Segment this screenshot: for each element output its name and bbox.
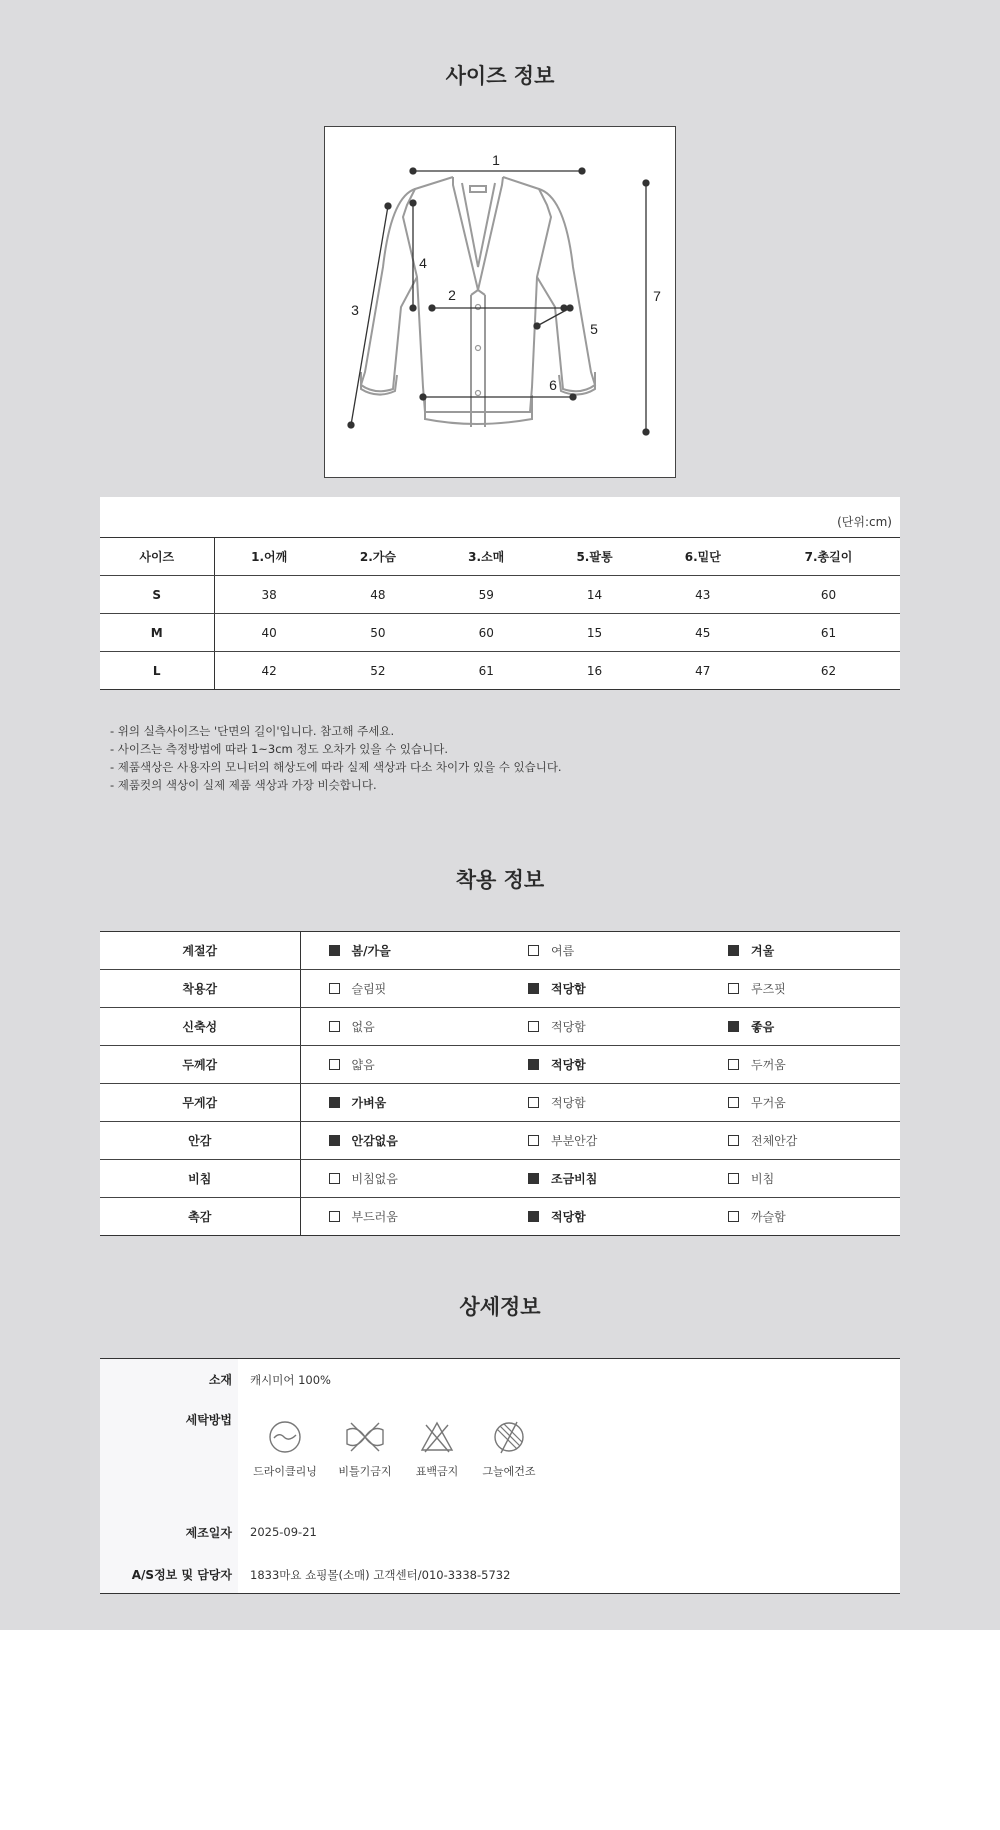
cardigan-illustration [325, 127, 675, 477]
wear-option [500, 1008, 700, 1046]
wear-option [700, 1084, 900, 1122]
measure-label-6: 6 [549, 377, 557, 393]
arm-width-header: 5.팔통 [540, 538, 648, 576]
wear-option-label: 여름 [551, 944, 575, 958]
wash-item-no-wring [325, 1419, 405, 1479]
wash-item-dry-clean [245, 1419, 325, 1479]
total-length-header: 7.총길이 [757, 538, 900, 576]
wear-option-label: 조금비침 [551, 1172, 598, 1186]
wear-option [500, 1198, 700, 1236]
value-cell: 50 [324, 614, 432, 652]
wash-item-label: 드라이클리닝 [253, 1465, 317, 1478]
wear-option [300, 1160, 500, 1198]
date-value: 2025-09-21 [250, 1525, 317, 1539]
wear-option-label: 없음 [351, 1020, 375, 1034]
material-value: 캐시미어 100% [250, 1373, 331, 1387]
chest-header: 2.가슴 [324, 538, 432, 576]
checked-box-icon [528, 1173, 539, 1184]
wear-option [300, 1084, 500, 1122]
wear-option-label: 까슬함 [751, 1210, 786, 1224]
checked-box-icon [728, 1021, 739, 1032]
wear-option-label: 가벼움 [351, 1096, 387, 1110]
shoulder-header: 1.어깨 [214, 538, 324, 576]
wear-option [500, 932, 700, 970]
measure-label-3: 3 [351, 302, 359, 318]
no-bleach-icon [419, 1419, 455, 1455]
note-line: - 사이즈는 측정방법에 따라 1~3cm 정도 오차가 있을 수 있습니다. [110, 742, 449, 756]
wear-row [100, 1084, 900, 1122]
wear-option [300, 1046, 500, 1084]
checked-box-icon [329, 1135, 340, 1146]
wear-option [700, 1046, 900, 1084]
wear-option [700, 1198, 900, 1236]
value-cell: 43 [649, 576, 757, 614]
wear-option-label: 적당함 [551, 1210, 586, 1224]
wear-option-label: 안감없음 [351, 1134, 398, 1148]
cardigan-size-diagram [324, 126, 676, 478]
wear-row-label: 촉감 [100, 1198, 300, 1236]
as-label: A/S정보 및 담당자 [131, 1568, 232, 1582]
wear-row-label: 신축성 [100, 1008, 300, 1046]
wear-option [300, 1008, 500, 1046]
wear-option-label: 얇음 [351, 1058, 375, 1072]
wear-option-label: 무거움 [751, 1096, 786, 1110]
wear-table [100, 931, 900, 1236]
size-cell: M [100, 614, 214, 652]
wear-option-label: 비침 [751, 1172, 775, 1186]
value-cell: 52 [370, 663, 386, 678]
measure-label-4: 4 [419, 255, 427, 271]
wear-row [100, 1046, 900, 1084]
wear-option [500, 1046, 700, 1084]
wear-option-label: 봄/가을 [351, 944, 391, 958]
detail-table [100, 1358, 900, 1594]
value-cell: 62 [820, 663, 837, 678]
wear-option-label: 적당함 [551, 1058, 586, 1072]
unchecked-box-icon [329, 1211, 340, 1222]
unchecked-box-icon [528, 1135, 539, 1146]
size-cell: L [100, 652, 214, 690]
value-cell: 59 [432, 576, 540, 614]
value-cell: 60 [432, 614, 540, 652]
wear-option [700, 1008, 900, 1046]
wear-option-label: 적당함 [551, 1096, 586, 1110]
wear-option-label: 부분안감 [551, 1134, 598, 1148]
checked-box-icon [329, 945, 340, 956]
checked-box-icon [728, 945, 739, 956]
checked-box-icon [528, 1211, 539, 1222]
unit-label: (단위:cm) [837, 515, 892, 529]
note-line: - 제품색상은 사용자의 모니터의 해상도에 따라 실제 색상과 다소 차이가 있을 수 있습니다. [110, 760, 562, 774]
wash-item-label: 그늘에건조 [482, 1465, 536, 1478]
wear-option-label: 전체안감 [751, 1134, 798, 1148]
wear-row-label: 두께감 [100, 1046, 300, 1084]
sleeve-header: 3.소매 [432, 538, 540, 576]
wash-item-shade-dry [469, 1419, 549, 1479]
size-section-title: 사이즈 정보 [445, 64, 555, 88]
value-cell: 40 [214, 614, 324, 652]
value-cell: 15 [540, 614, 648, 652]
wear-option [700, 932, 900, 970]
wear-row [100, 1122, 900, 1160]
wear-option-label: 겨울 [751, 944, 775, 958]
value-cell: 48 [324, 576, 432, 614]
size-cell: S [100, 576, 214, 614]
wear-option-label: 루즈핏 [751, 982, 786, 996]
size-notes [110, 722, 562, 794]
unchecked-box-icon [528, 945, 539, 956]
wash-item-label: 비틀기금지 [338, 1465, 392, 1478]
unchecked-box-icon [728, 1135, 739, 1146]
size-row [100, 652, 900, 690]
value-cell: 45 [649, 614, 757, 652]
wash-item-label: 표백금지 [415, 1465, 459, 1478]
dry-clean-icon [267, 1419, 303, 1455]
size-table [100, 537, 900, 690]
wear-section-title: 착용 정보 [455, 868, 545, 892]
checked-box-icon [528, 983, 539, 994]
unchecked-box-icon [329, 1021, 340, 1032]
wear-option [700, 970, 900, 1008]
size-row [100, 614, 900, 652]
value-cell: 42 [261, 663, 277, 678]
wear-option-label: 슬림핏 [351, 982, 387, 996]
wear-option [300, 1122, 500, 1160]
material-label: 소재 [208, 1373, 232, 1387]
unchecked-box-icon [329, 1173, 340, 1184]
unchecked-box-icon [329, 1059, 340, 1070]
wear-option-label: 좋음 [751, 1020, 775, 1034]
size-header: 사이즈 [100, 538, 214, 576]
wear-option [300, 970, 500, 1008]
value-cell: 16 [586, 663, 603, 678]
note-line: - 위의 실측사이즈는 '단면의 길이'입니다. 참고해 주세요. [110, 724, 395, 738]
as-value: 1833마요 쇼핑몰(소매) 고객센터/010-3338-5732 [250, 1568, 511, 1582]
wear-row [100, 1198, 900, 1236]
wear-option-label: 두꺼움 [751, 1058, 786, 1072]
wear-option-label: 적당함 [551, 1020, 586, 1034]
wear-option [700, 1122, 900, 1160]
wear-option-label: 적당함 [551, 982, 586, 996]
date-label: 제조일자 [185, 1526, 232, 1540]
wear-row-label: 계절감 [100, 932, 300, 970]
hem-header: 6.밑단 [649, 538, 757, 576]
wear-row [100, 1160, 900, 1198]
checked-box-icon [329, 1097, 340, 1108]
wear-row [100, 1008, 900, 1046]
wear-row-label: 무게감 [100, 1084, 300, 1122]
size-table-container [100, 497, 900, 690]
wear-option [500, 1084, 700, 1122]
detail-label-column [100, 1359, 238, 1593]
size-table-header-row [100, 538, 900, 576]
wear-option [300, 1198, 500, 1236]
unchecked-box-icon [728, 1173, 739, 1184]
measure-label-7: 7 [653, 288, 661, 304]
size-row [100, 576, 900, 614]
wear-row [100, 932, 900, 970]
unchecked-box-icon [528, 1021, 539, 1032]
value-cell: 14 [540, 576, 648, 614]
wear-option-label: 비침없음 [351, 1172, 398, 1186]
value-cell: 38 [214, 576, 324, 614]
measure-label-5: 5 [590, 321, 598, 337]
wear-row [100, 970, 900, 1008]
wear-option [300, 932, 500, 970]
wear-row-label: 착용감 [100, 970, 300, 1008]
wear-option [500, 970, 700, 1008]
measure-label-1: 1 [492, 152, 500, 168]
wash-item-no-bleach [397, 1419, 477, 1479]
wear-option [700, 1160, 900, 1198]
value-cell: 61 [757, 614, 900, 652]
wear-option-label: 부드러움 [351, 1210, 398, 1224]
checked-box-icon [528, 1059, 539, 1070]
note-line: - 제품컷의 색상이 실제 제품 색상과 가장 비슷합니다. [110, 778, 377, 792]
detail-section-title: 상세정보 [459, 1295, 541, 1319]
unchecked-box-icon [528, 1097, 539, 1108]
unchecked-box-icon [728, 1097, 739, 1108]
unchecked-box-icon [329, 983, 340, 994]
shade-dry-icon [491, 1419, 527, 1455]
measure-label-2: 2 [448, 287, 456, 303]
value-cell: 60 [757, 576, 900, 614]
wear-table-container [100, 931, 900, 1236]
wash-label: 세탁방법 [185, 1413, 232, 1427]
value-cell: 47 [695, 663, 711, 678]
wear-row-label: 비침 [100, 1160, 300, 1198]
wear-option [500, 1122, 700, 1160]
wear-row-label: 안감 [100, 1122, 300, 1160]
unchecked-box-icon [728, 983, 739, 994]
unchecked-box-icon [728, 1059, 739, 1070]
wear-option [500, 1160, 700, 1198]
no-wring-icon [343, 1419, 387, 1455]
value-cell: 61 [478, 663, 494, 678]
unchecked-box-icon [728, 1211, 739, 1222]
